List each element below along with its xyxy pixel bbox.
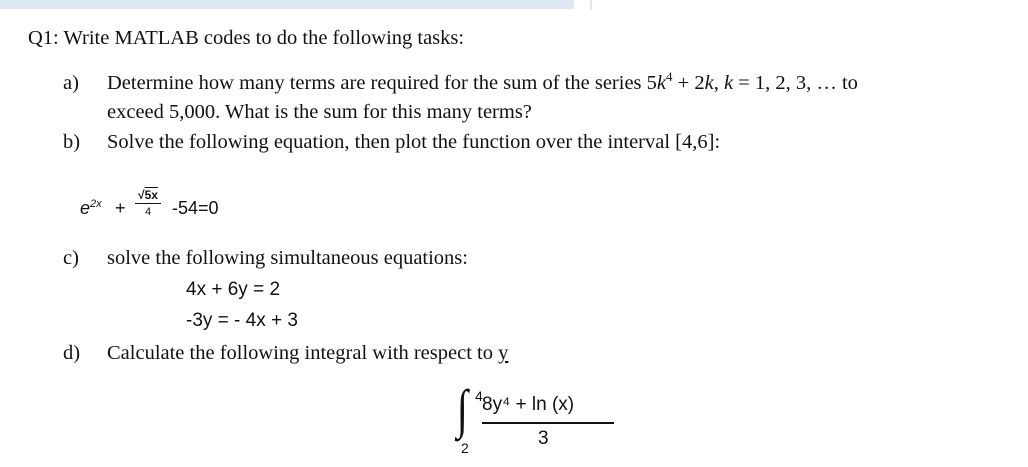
top-divider [590, 0, 592, 10]
equation-plus: + [115, 198, 126, 218]
equation-c-1: 4x + 6y = 2 [186, 279, 281, 300]
part-c-text: solve the following simultaneous equations: [107, 247, 468, 269]
part-b-marker: b) [63, 131, 81, 153]
part-a-marker: a) [63, 72, 79, 94]
integrand-denominator: 3 [538, 428, 549, 449]
fraction-bar [135, 203, 161, 204]
equation-c-2: -3y = - 4x + 3 [186, 310, 298, 331]
part-b-text: Solve the following equation, then plot the function over the interval [4,6]: [107, 131, 721, 153]
integrand-fraction-bar [482, 422, 614, 424]
series-k3: k [723, 72, 734, 94]
part-c-marker: c) [63, 247, 79, 269]
radicand: 5x [144, 188, 158, 202]
question-title: Q1: Write MATLAB codes to do the following tasks: [28, 27, 465, 49]
integral-lower-limit: 2 [461, 440, 469, 456]
integral-upper-limit: 4 [475, 388, 483, 404]
sqrt-fraction [135, 188, 161, 218]
part-d-variable: y [498, 342, 509, 364]
exp-base: e [80, 198, 91, 218]
sqrt-symbol: √ [138, 188, 145, 202]
part-d-line [107, 342, 508, 365]
part-a-text: Determine how many terms are required for the sum of the series 5 [107, 72, 657, 94]
integral-sign: ∫ [456, 379, 468, 439]
exp-power: 2x [90, 198, 102, 210]
series-plus: + 2 [672, 72, 705, 94]
series-k2: k [704, 72, 714, 94]
fraction-numerator [135, 188, 161, 202]
part-d-marker: d) [63, 342, 81, 364]
series-k: k [656, 72, 667, 94]
equation-rest: -54=0 [172, 198, 219, 218]
top-banner [0, 0, 574, 9]
integrand-numerator: 8y⁴ + ln (x) [482, 394, 575, 415]
part-a-line2: exceed 5,000. What is the sum for this many terms? [107, 101, 532, 123]
series-exponent: 4 [666, 69, 673, 85]
part-a-line1 [107, 69, 858, 95]
series-comma: , [713, 72, 724, 94]
series-tail: = 1, 2, 3, … to [733, 72, 858, 94]
fraction-denominator: 4 [144, 206, 152, 218]
exp-term [80, 198, 102, 219]
part-d-text: Calculate the following integral with respect to [107, 342, 499, 364]
